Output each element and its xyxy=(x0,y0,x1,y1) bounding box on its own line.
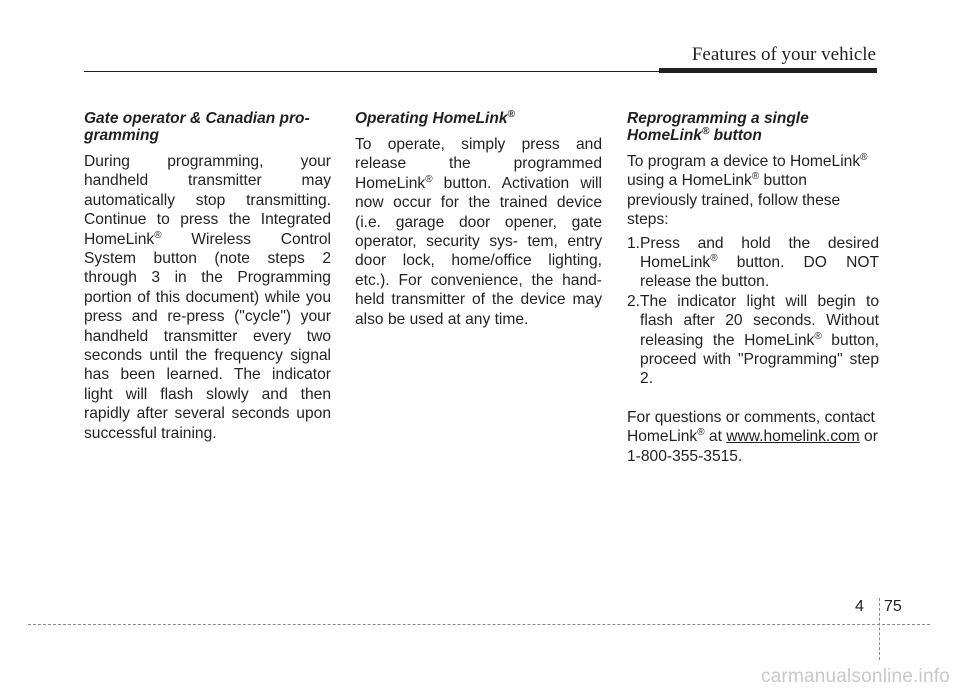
footer-divider xyxy=(879,598,880,660)
footer-rule xyxy=(28,624,930,625)
registered-mark: ® xyxy=(701,125,710,137)
column-gate-operator xyxy=(84,110,331,443)
step-number: 2. xyxy=(627,292,641,310)
list-item xyxy=(627,234,879,292)
registered-mark: ® xyxy=(860,151,868,163)
registered-mark: ® xyxy=(425,173,433,185)
column-operating-homelink xyxy=(355,110,602,329)
homelink-website-link[interactable]: www.homelink.com xyxy=(726,428,860,446)
list-item xyxy=(627,292,879,389)
registered-mark: ® xyxy=(710,252,718,264)
section-body: To operate, simply press and release the programmed HomeLink® button. Activation will now occur for the trained device (i.e. garage door opener, gate operator, security sys- tem, entry door lock, home/office lighting, etc.). For convenience, the hand-held transmitter of the device may also be used at any time. xyxy=(355,136,602,328)
header-title: Features of your vehicle xyxy=(691,44,876,65)
page-number: 75 xyxy=(884,598,902,615)
step-text: The indicator light will begin to flash after 20 seconds. Without releasing the HomeLink® button, proceed with "Programming" step 2. xyxy=(640,292,879,388)
section-heading: Reprogramming a single HomeLink® button xyxy=(627,110,809,144)
registered-mark: ® xyxy=(154,229,162,241)
contact-info: For questions or comments, contact HomeLink® at www.homelink.com or 1-800-355-3515. xyxy=(627,408,878,465)
spacer xyxy=(627,389,879,408)
registered-mark: ® xyxy=(814,330,822,342)
watermark: carmanualsonline.info xyxy=(760,666,950,687)
steps-list xyxy=(627,234,879,389)
section-body: During programming, your handheld transmitter may automatically stop transmitting. Continue to press the Integrated HomeLink® Wireless Control System button (note steps 2 through 3 in the Programming portion of this document) while you press and re-press ("cycle") your handheld transmitter every two seconds until the frequency signal has been learned. The indicator light will flash slowly and then rapidly after several seconds upon successful training. xyxy=(84,153,331,442)
step-text: Press and hold the desired HomeLink® button. DO NOT release the button. xyxy=(640,234,879,291)
section-heading: Gate operator & Canadian pro- gramming xyxy=(84,110,310,144)
header-rule xyxy=(84,71,659,72)
registered-mark: ® xyxy=(507,108,515,120)
section-intro: To program a device to HomeLink® using a HomeLink® button previously trained, follow these steps: xyxy=(627,151,868,229)
step-number: 1. xyxy=(627,234,641,252)
column-reprogramming xyxy=(627,110,879,466)
chapter-number: 4 xyxy=(855,598,864,615)
registered-mark: ® xyxy=(751,171,760,183)
header-rule-accent xyxy=(659,68,877,73)
registered-mark: ® xyxy=(697,427,705,439)
section-heading: Operating HomeLink® xyxy=(355,108,515,127)
